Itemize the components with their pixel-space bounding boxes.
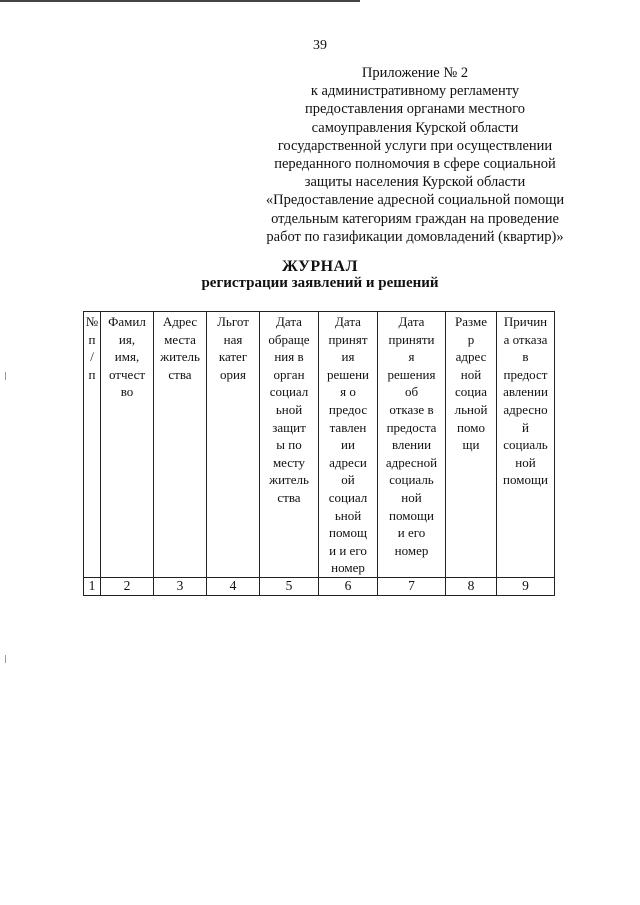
header-cell: Дата принят ия решени я о предос тавлен ии адреси ой социал ьной помощ и и его номер [319,312,378,578]
appendix-line: защиты населения Курской области [304,174,526,191]
column-number-cell: 1 [84,577,101,595]
column-number-cell: 5 [260,577,319,595]
appendix-line: работ по газификации домовладений (квартир)» [266,228,564,245]
appendix-line: государственной услуги при осуществлении [277,137,553,154]
column-number-cell: 8 [446,577,497,595]
column-number-cell: 9 [497,577,555,595]
table-header-row [84,312,555,578]
registration-journal-table [83,311,555,596]
column-number-cell: 7 [378,577,446,595]
header-cell: Фамил ия, имя, отчест во [101,312,154,578]
journal-heading [0,258,640,292]
column-number-cell: 6 [319,577,378,595]
appendix-line: самоуправления Курской области [311,119,519,136]
appendix-block [250,64,580,246]
column-number-cell: 2 [101,577,154,595]
appendix-line: «Предоставление адресной социальной помощи [265,192,565,209]
top-rule [0,0,360,2]
appendix-line: к административному регламенту [310,83,520,100]
header-cell: Льгот ная катег ория [207,312,260,578]
appendix-line: переданного полномочия в сфере социальной [274,156,556,173]
header-cell: Адрес места житель ства [154,312,207,578]
journal-title: ЖУРНАЛ [281,258,359,275]
column-number-cell: 3 [154,577,207,595]
scan-margin-mark [5,372,6,380]
header-cell: Дата приняти я решения об отказе в предоста влении адресной социаль ной помощи и его номер [378,312,446,578]
appendix-title: Приложение № 2 [361,65,469,81]
journal-subtitle: регистрации заявлений и решений [201,275,439,291]
header-cell: Дата обраще ния в орган социал ьной защит ы по месту житель ства [260,312,319,578]
scan-margin-mark [5,655,6,663]
header-cell: Причин а отказа в предост авлении адресно й социаль ной помощи [497,312,555,578]
header-cell: Разме р адрес ной социа льной помо щи [446,312,497,578]
appendix-line: предоставления органами местного [305,101,525,118]
page-number: 39 [313,38,327,53]
column-number-cell: 4 [207,577,260,595]
header-cell: № п / п [84,312,101,578]
column-number-row [84,577,555,595]
appendix-line: отдельным категориям граждан на проведение [271,210,559,227]
